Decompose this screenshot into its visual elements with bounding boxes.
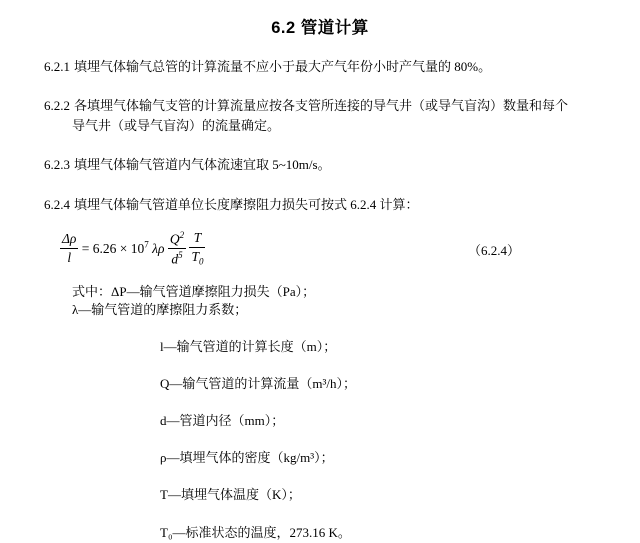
formula-t0-denominator: $T_0$: [191, 249, 204, 268]
definition-item: T₀—标准状态的温度，273.16 K。: [160, 524, 351, 540]
paragraph-number: 6.2.4: [44, 196, 70, 212]
paragraph-text-continued: 导气井（或导气盲沟）的流量确定。: [72, 118, 281, 134]
formula-row: [44, 229, 596, 268]
paragraph-text: 填埋气体输气管道内气体流速宜取 5~10m/s。: [74, 157, 331, 173]
paragraph-text: 各填埋气体输气支管的计算流量应按各支管所连接的导气井（或导气盲沟）数量和每个: [74, 98, 569, 114]
paragraph-text: 填埋气体输气总管的计算流量不应小于最大产气年份小时产气量的 80%。: [74, 59, 492, 74]
paragraph-text: 填埋气体输气管道单位长度摩擦阻力损失可按式 6.2.4 计算：: [74, 196, 419, 212]
definition-item: d—管道内径（mm）；: [160, 413, 285, 429]
definition-item: λ—输气管道的摩擦阻力系数；: [72, 301, 248, 317]
where-label: 式中：: [72, 283, 112, 299]
paragraph-number: 6.2.2: [44, 98, 70, 114]
formula-t-numerator: T: [189, 230, 205, 248]
formula-d-denominator: $d^5$: [171, 250, 183, 267]
where-block: [44, 281, 596, 543]
page-title: 6.2 管道计算: [271, 19, 369, 37]
formula-exponent: 7: [144, 239, 149, 250]
formula-denominator: l: [67, 250, 72, 266]
paragraph-6-2-3: [44, 155, 596, 175]
paragraph-6-2-2: [44, 96, 596, 136]
paragraph-number: 6.2.3: [44, 157, 70, 173]
definition-item: ρ—填埋气体的密度（kg/m³）；: [160, 450, 334, 466]
definition-item: T—填埋气体温度（K）；: [160, 487, 301, 503]
paragraph-6-2-1: [44, 57, 596, 77]
formula-fraction-q-d: [168, 230, 186, 268]
formula-6-2-4: [60, 231, 205, 269]
definition-item: ΔP—输气管道摩擦阻力损失（Pa）；: [111, 283, 316, 299]
paragraph-6-2-4: [44, 195, 596, 215]
formula-lambda-rho: λρ: [152, 240, 165, 256]
definition-item: Q—输气管道的计算流量（m³/h）；: [160, 375, 357, 391]
formula-numerator: Δρ: [60, 231, 78, 249]
formula-fraction-t-t0: [189, 230, 205, 267]
definition-list: [72, 300, 596, 543]
paragraph-number: 6.2.1: [44, 59, 70, 74]
definition-item: l—输气管道的计算长度（m）；: [160, 338, 337, 354]
formula-fraction-dp-l: [60, 231, 78, 266]
formula-q-numerator: $Q^2$: [168, 230, 186, 250]
document-page: [0, 14, 640, 540]
formula-equals-coefficient: = 6.26 × 10: [81, 240, 145, 256]
formula-number: （6.2.4）: [467, 242, 520, 258]
